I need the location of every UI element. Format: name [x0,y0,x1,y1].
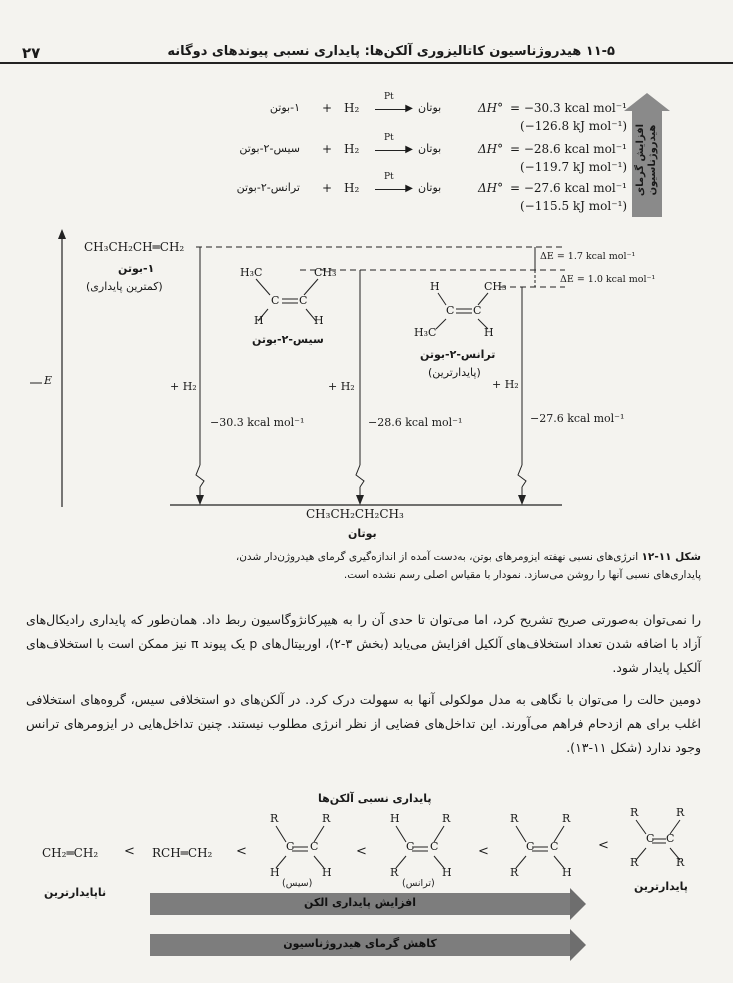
reaction-h2: H₂ [344,101,360,115]
chapter-title: ۱۱-۵ هیدروژناسیون کاتالیزوری آلکن‌ها: پایداری نسبی پیوندهای دوگانه [167,44,615,59]
dh-symbol: ΔH° [478,142,504,156]
header-rule [0,62,733,64]
sub-h: H [390,812,400,825]
trans-h: H [484,326,494,339]
h2-label: + H₂ [492,378,519,391]
delta-e-1: ΔE = 1.7 kcal mol⁻¹ [540,251,636,262]
sub-h: H [270,866,280,879]
caption-line-1: انرژی‌های نسبی نهفته ایزومرهای بوتن، به‌دست آمده از اندازه‌گیری گرمای هیدروژن‌دار شدن، [235,551,639,563]
stability-title: پایداری نسبی آلکن‌ها [318,792,432,805]
trans-2-butene-name: ترانس-۲-بوتن [420,348,496,361]
caption-label: شکل ۱۱-۱۲ [641,551,701,563]
cis-label: (سیس) [282,878,313,889]
dh-kj: (−115.5 kJ mol⁻¹) [520,199,628,213]
trans-h3c: H₃C [414,326,437,339]
cis-ch3: CH₃ [314,266,337,279]
stability-increase-band [150,893,570,915]
trans-2-butene-note: (پایدارترین) [428,366,481,379]
cis-h: H [314,314,324,327]
cis-h: H [254,314,264,327]
dh-kj: (−119.7 kJ mol⁻¹) [520,160,628,174]
less-than: < [356,844,367,859]
trans-c: C [473,304,482,317]
reaction-arrow: ▶ [375,150,409,151]
body-paragraph-2: دومین حالت را می‌توان با نگاهی به مدل مولکولی آنها به سهولت درک کرد. در آلکن‌های دو استخلافی سیس، گروه‌های استخلافی اغلب برای هم ازدحام فراهم می‌آورند. این تداخل‌های فضایی از نظر انرژی مطلوب نیستند. چنین تداخل‌هایی در ایزومرهای ترانس وجود ندارد (شکل ۱۱-۱۳). [26,692,701,755]
alkene-c: C [430,840,439,853]
alkene-c: C [666,832,675,845]
monosubstituted-alkene: RCH═CH₂ [152,846,213,860]
less-than: < [236,844,247,859]
body-paragraph-1: را نمی‌توان به‌صورتی صریح تشریح کرد، اما می‌توان تا حدی آن را به هیپرکانژوگاسیون ربط داد. همان‌طور که پایداری رادیکال‌های آزاد با اضافه شدن تعداد استخلاف‌های آلکیل افزایش می‌یابد (بخش ۳-۲)، اوربیتال‌های p یک پیوند π نیز ممکن است با استخلاف‌های آلکیل پایدار شود. [26,612,701,675]
reaction-catalyst: Pt [384,172,394,182]
less-than: < [124,844,135,859]
band-arrowhead [570,929,586,961]
alkene-c: C [550,840,559,853]
dh-symbol: ΔH° [478,101,504,115]
dh-kcal: = −30.3 kcal mol⁻¹ [510,101,627,115]
energy-value-1: −30.3 kcal mol⁻¹ [210,416,305,429]
sub-h: H [442,866,452,879]
alkene-c: C [646,832,655,845]
dh-kcal: = −28.6 kcal mol⁻¹ [510,142,627,156]
butane-formula: CH₃CH₂CH₂CH₃ [306,507,404,521]
sub-r: R [322,812,331,825]
caption-line-2: پایداری‌های نسبی آنها را روشن می‌سازد. نمودار با مقیاس اصلی رسم نشده است. [343,569,701,581]
h2-label: + H₂ [170,380,197,393]
alkene-c: C [286,840,295,853]
dh-kcal: = −27.6 kcal mol⁻¹ [510,181,627,195]
reaction-product: بوتان [418,181,442,194]
page-number: ۲۷ [22,44,41,62]
sub-r: R [510,866,519,879]
energy-value-3: −27.6 kcal mol⁻¹ [530,412,625,425]
trans-ch3: CH₃ [484,280,507,293]
reaction-reactant: ۱-بوتن [269,101,300,114]
reaction-plus: + [322,101,333,115]
less-than: < [598,838,609,853]
reaction-reactant: سیس-۲-بوتن [239,142,300,155]
butene1-note: (کمترین پایداری) [86,280,163,293]
butane-name: بوتان [348,527,377,540]
reaction-plus: + [322,181,333,195]
dh-symbol: ΔH° [478,181,504,195]
ethene: CH₂═CH₂ [42,846,99,860]
butene1-formula: CH₃CH₂CH═CH₂ [84,240,185,254]
alkene-c: C [310,840,319,853]
reaction-arrow: ▶ [375,109,409,110]
reaction-arrow: ▶ [375,189,409,190]
sub-r: R [390,866,399,879]
reaction-h2: H₂ [344,181,360,195]
band-arrowhead [570,888,586,920]
energy-axis-label: E [44,374,53,387]
energy-diagram [0,225,733,515]
reaction-product: بوتان [418,142,442,155]
heat-decrease-text: کاهش گرمای هیدروژناسیون [283,937,437,950]
cis-c: C [299,294,308,307]
alkene-c: C [406,840,415,853]
sub-r: R [630,856,639,869]
trans-c: C [446,304,455,317]
alkene-c: C [526,840,535,853]
reaction-catalyst: Pt [384,92,394,102]
sub-r: R [442,812,451,825]
sub-h: H [322,866,332,879]
sub-r: R [676,856,685,869]
reaction-h2: H₂ [344,142,360,156]
reaction-product: بوتان [418,101,442,114]
stability-increase-text: افزایش پایداری الکن [303,896,417,909]
reaction-catalyst: Pt [384,133,394,143]
cis-2-butene-name: سیس-۲-بوتن [252,333,324,346]
cis-c: C [271,294,280,307]
less-than: < [478,844,489,859]
sub-r: R [562,812,571,825]
sub-r: R [676,806,685,819]
figure-caption [41,548,701,584]
sub-r: R [510,812,519,825]
sub-h: H [562,866,572,879]
heat-decrease-band [150,934,570,956]
trans-label: (ترانس) [402,878,435,889]
sub-r: R [270,812,279,825]
dh-kj: (−126.8 kJ mol⁻¹) [520,119,628,133]
reaction-reactant: ترانس-۲-بوتن [236,181,300,194]
h2-label: + H₂ [328,380,355,393]
least-stable-label: ناپایدارترین [44,886,107,899]
reaction-plus: + [322,142,333,156]
sub-r: R [630,806,639,819]
trans-h: H [430,280,440,293]
increase-arrow-label: افزایش گرمای هیدروژناسیون [635,123,658,197]
energy-value-2: −28.6 kcal mol⁻¹ [368,416,463,429]
cis-h3c: H₃C [240,266,263,279]
most-stable-label: پایدارترین [634,880,688,893]
delta-e-2: ΔE = 1.0 kcal mol⁻¹ [560,274,656,285]
butene1-name: ۱-بوتن [118,262,155,275]
